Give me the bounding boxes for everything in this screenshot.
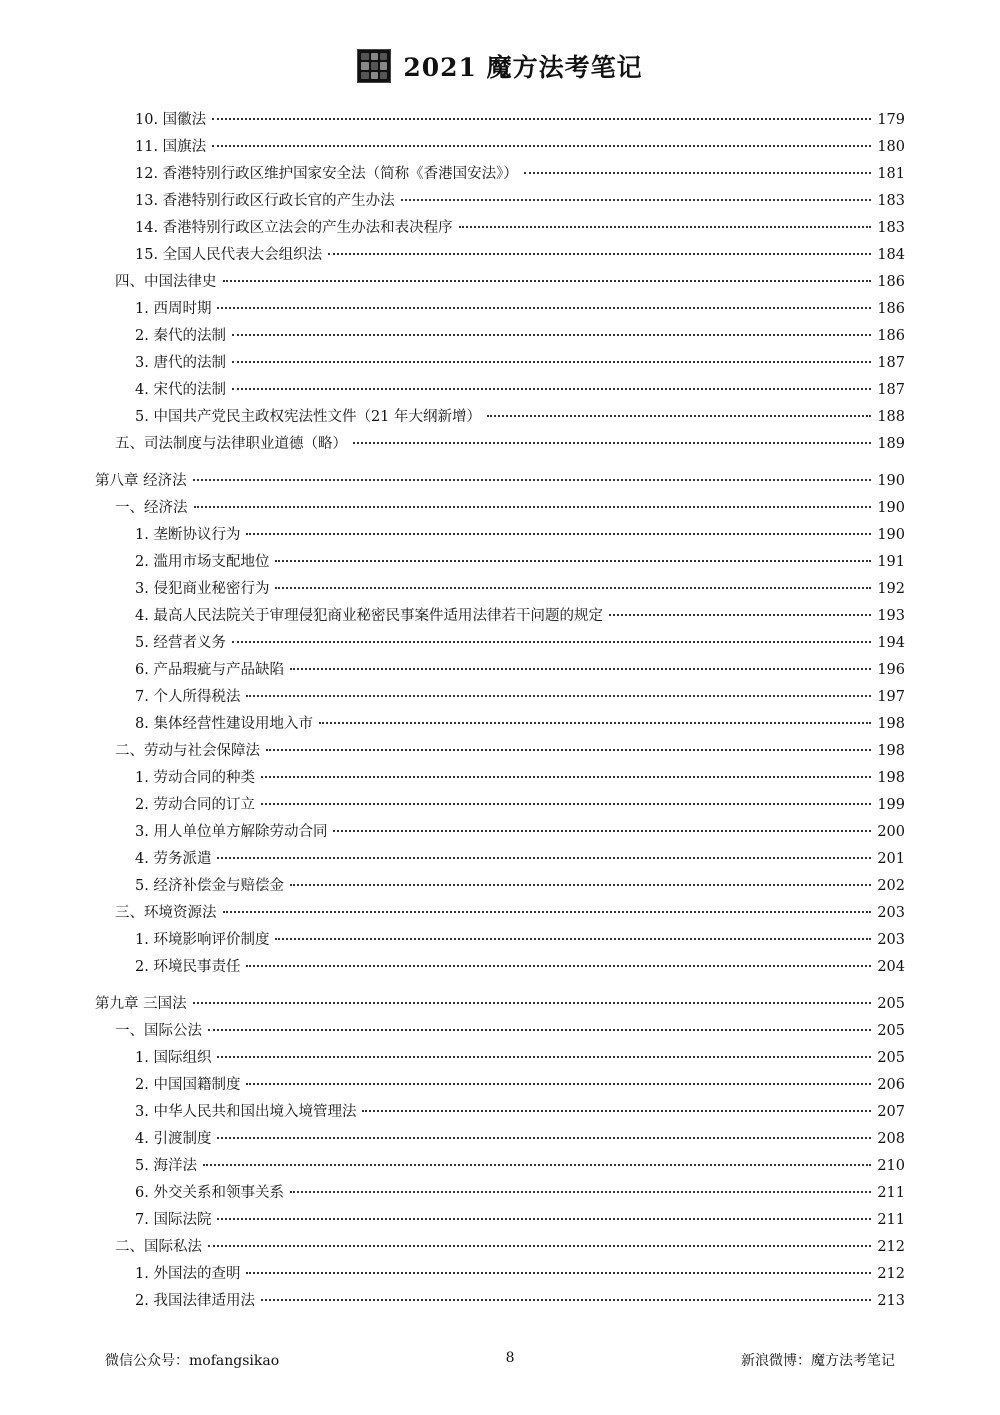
toc-entry[interactable] [95, 819, 905, 846]
toc-entry[interactable] [95, 161, 905, 188]
toc-entry-page: 196 [877, 662, 905, 678]
toc-leader-dots [246, 695, 871, 697]
toc-leader-dots [319, 722, 871, 724]
toc-entry[interactable] [95, 134, 905, 161]
toc-entry[interactable] [95, 738, 905, 765]
toc-leader-dots [524, 172, 871, 174]
toc-entry-label: 第八章 经济法 [95, 473, 187, 489]
toc-entry[interactable] [95, 1180, 905, 1207]
toc-entry-page: 186 [877, 301, 905, 317]
toc-leader-dots [246, 533, 871, 535]
toc-entry-page: 187 [877, 382, 905, 398]
toc-entry[interactable] [95, 1234, 905, 1261]
toc-entry-page: 186 [877, 328, 905, 344]
toc-entry-label: 13. 香港特别行政区行政长官的产生办法 [135, 193, 395, 209]
toc-leader-dots [609, 614, 871, 616]
toc-entry-page: 187 [877, 355, 905, 371]
toc-entry-page: 180 [877, 139, 905, 155]
toc-entry[interactable] [95, 1153, 905, 1180]
toc-entry-label: 7. 国际法院 [135, 1212, 212, 1228]
toc-entry-page: 203 [877, 905, 905, 921]
toc-entry[interactable] [95, 900, 905, 927]
toc-entry-page: 204 [877, 959, 905, 975]
toc-leader-dots [203, 1164, 871, 1166]
toc-leader-dots [212, 145, 871, 147]
toc-leader-dots [212, 118, 871, 120]
toc-entry[interactable] [95, 431, 905, 458]
toc-entry-label: 3. 用人单位单方解除劳动合同 [135, 824, 328, 840]
toc-leader-dots [290, 1191, 871, 1193]
toc-entry[interactable] [95, 1261, 905, 1288]
toc-entry[interactable] [95, 549, 905, 576]
toc-entry-page: 207 [877, 1104, 905, 1120]
toc-leader-dots [353, 442, 871, 444]
toc-leader-dots [217, 1137, 871, 1139]
toc-entry-page: 213 [877, 1293, 905, 1309]
toc-entry-page: 212 [877, 1239, 905, 1255]
toc-entry[interactable] [95, 188, 905, 215]
toc-leader-dots [194, 506, 872, 508]
toc-entry[interactable] [95, 927, 905, 954]
toc-entry-label: 3. 唐代的法制 [135, 355, 226, 371]
toc-leader-dots [487, 415, 871, 417]
toc-leader-dots [193, 1002, 871, 1004]
toc-leader-dots [261, 1299, 871, 1301]
toc-entry-label: 2. 劳动合同的订立 [135, 797, 255, 813]
footer-weibo: 新浪微博：魔方法考笔记 [741, 1353, 895, 1369]
toc-entry-label: 第九章 三国法 [95, 996, 187, 1012]
toc-leader-dots [275, 587, 871, 589]
toc-entry-page: 203 [877, 932, 905, 948]
toc-entry-page: 190 [877, 473, 905, 489]
toc-entry-label: 1. 西周时期 [135, 301, 212, 317]
toc-entry[interactable] [95, 1018, 905, 1045]
toc-entry-label: 12. 香港特别行政区维护国家安全法（简称《香港国安法》） [135, 166, 518, 182]
toc-entry[interactable] [95, 269, 905, 296]
toc-entry-label: 4. 引渡制度 [135, 1131, 212, 1147]
footer-wechat: 微信公众号：mofangsikao [105, 1353, 280, 1369]
toc-entry-label: 2. 秦代的法制 [135, 328, 226, 344]
toc-entry-label: 4. 最高人民法院关于审理侵犯商业秘密民事案件适用法律若干问题的规定 [135, 608, 603, 624]
toc-leader-dots [208, 1029, 871, 1031]
toc-entry[interactable] [95, 468, 905, 495]
toc-leader-dots [232, 388, 871, 390]
toc-leader-dots [217, 1056, 871, 1058]
toc-entry[interactable] [95, 242, 905, 269]
toc-leader-dots [217, 1218, 871, 1220]
toc-entry[interactable] [95, 404, 905, 431]
toc-entry[interactable] [95, 296, 905, 323]
page-header [0, 46, 1000, 86]
toc-entry[interactable] [95, 711, 905, 738]
toc-entry-label: 5. 海洋法 [135, 1158, 197, 1174]
toc-entry[interactable] [95, 576, 905, 603]
toc-leader-dots [208, 1245, 871, 1247]
toc-entry-page: 179 [877, 112, 905, 128]
toc-entry[interactable] [95, 765, 905, 792]
toc-entry[interactable] [95, 522, 905, 549]
toc-entry-page: 183 [877, 193, 905, 209]
toc-entry-label: 3. 侵犯商业秘密行为 [135, 581, 270, 597]
toc-entry-page: 199 [877, 797, 905, 813]
toc-entry[interactable] [95, 684, 905, 711]
toc-entry-page: 201 [877, 851, 905, 867]
toc-leader-dots [333, 830, 871, 832]
toc-entry-label: 5. 中国共产党民主政权宪法性文件（21 年大纲新增） [135, 409, 482, 425]
toc-leader-dots [246, 965, 871, 967]
toc-entry[interactable] [95, 1072, 905, 1099]
toc-entry-label: 1. 环境影响评价制度 [135, 932, 270, 948]
toc-entry-label: 四、中国法律史 [115, 274, 217, 290]
toc-entry-label: 2. 我国法律适用法 [135, 1293, 255, 1309]
toc-entry[interactable] [95, 991, 905, 1018]
toc-entry[interactable] [95, 657, 905, 684]
page-footer [105, 1350, 895, 1370]
toc-entry-page: 192 [877, 581, 905, 597]
toc-entry-page: 197 [877, 689, 905, 705]
toc-entry[interactable] [95, 215, 905, 242]
toc-entry-label: 5. 经营者义务 [135, 635, 226, 651]
toc-entry-label: 二、国际私法 [115, 1239, 202, 1255]
toc-leader-dots [459, 226, 871, 228]
toc-leader-dots [275, 560, 871, 562]
toc-entry-label: 11. 国旗法 [135, 139, 207, 155]
toc-entry-label: 一、国际公法 [115, 1023, 202, 1039]
toc-entry-page: 208 [877, 1131, 905, 1147]
toc-entry[interactable] [95, 107, 905, 134]
toc-entry-page: 202 [877, 878, 905, 894]
toc-entry-label: 二、劳动与社会保障法 [115, 743, 260, 759]
toc-entry-label: 2. 环境民事责任 [135, 959, 241, 975]
toc-entry-label: 五、司法制度与法律职业道德（略） [115, 436, 347, 452]
toc-leader-dots [246, 1083, 871, 1085]
toc-leader-dots [261, 776, 871, 778]
toc-leader-dots [223, 911, 872, 913]
rubiks-cube-icon [357, 49, 391, 83]
toc-leader-dots [275, 938, 871, 940]
toc-entry-label: 一、经济法 [115, 500, 188, 516]
toc-entry[interactable] [95, 1288, 905, 1315]
toc-entry-page: 211 [877, 1185, 905, 1201]
toc-entry[interactable] [95, 792, 905, 819]
toc-entry-label: 8. 集体经营性建设用地入市 [135, 716, 313, 732]
toc-entry-page: 198 [877, 743, 905, 759]
toc-entry-page: 205 [877, 1050, 905, 1066]
toc-entry[interactable] [95, 846, 905, 873]
toc-leader-dots [232, 361, 871, 363]
toc-entry-page: 191 [877, 554, 905, 570]
toc-entry-page: 205 [877, 1023, 905, 1039]
toc-leader-dots [193, 479, 871, 481]
document-title: 2021 魔方法考笔记 [403, 53, 643, 82]
toc-entry-page: 184 [877, 247, 905, 263]
toc-entry-page: 190 [877, 500, 905, 516]
toc-leader-dots [217, 307, 871, 309]
toc-entry-label: 2. 中国国籍制度 [135, 1077, 241, 1093]
toc-entry-label: 6. 产品瑕疵与产品缺陷 [135, 662, 284, 678]
toc-entry-label: 1. 国际组织 [135, 1050, 212, 1066]
toc-entry-label: 7. 个人所得税法 [135, 689, 241, 705]
toc-entry-label: 15. 全国人民代表大会组织法 [135, 247, 323, 263]
toc-entry-page: 183 [877, 220, 905, 236]
toc-leader-dots [362, 1110, 871, 1112]
toc-entry-page: 194 [877, 635, 905, 651]
toc-leader-dots [290, 668, 871, 670]
toc-leader-dots [232, 334, 871, 336]
toc-entry[interactable] [95, 1099, 905, 1126]
toc-entry-label: 2. 滥用市场支配地位 [135, 554, 270, 570]
toc-entry-page: 211 [877, 1212, 905, 1228]
toc-entry-page: 198 [877, 770, 905, 786]
toc-leader-dots [223, 280, 872, 282]
toc-entry-label: 14. 香港特别行政区立法会的产生办法和表决程序 [135, 220, 453, 236]
toc-entry-label: 1. 外国法的查明 [135, 1266, 241, 1282]
toc-entry-page: 189 [877, 436, 905, 452]
toc-entry-page: 186 [877, 274, 905, 290]
toc-entry[interactable] [95, 1045, 905, 1072]
toc-entry[interactable] [95, 873, 905, 900]
toc-entry-page: 210 [877, 1158, 905, 1174]
toc-entry[interactable] [95, 1207, 905, 1234]
toc-leader-dots [261, 803, 871, 805]
toc-entry-page: 198 [877, 716, 905, 732]
toc-entry-label: 4. 劳务派遣 [135, 851, 212, 867]
toc-entry-page: 193 [877, 608, 905, 624]
toc-entry-page: 200 [877, 824, 905, 840]
toc-entry-page: 181 [877, 166, 905, 182]
toc-entry-page: 188 [877, 409, 905, 425]
toc-entry-label: 三、环境资源法 [115, 905, 217, 921]
toc-entry[interactable] [95, 377, 905, 404]
toc-entry-label: 4. 宋代的法制 [135, 382, 226, 398]
toc-leader-dots [217, 857, 871, 859]
toc-leader-dots [232, 641, 871, 643]
toc-entry-page: 205 [877, 996, 905, 1012]
toc-entry-page: 206 [877, 1077, 905, 1093]
toc-entry-page: 212 [877, 1266, 905, 1282]
toc-entry-page: 190 [877, 527, 905, 543]
table-of-contents [95, 107, 905, 1315]
toc-leader-dots [246, 1272, 871, 1274]
toc-entry-label: 1. 劳动合同的种类 [135, 770, 255, 786]
toc-entry[interactable] [95, 495, 905, 522]
toc-entry[interactable] [95, 1126, 905, 1153]
toc-leader-dots [266, 749, 871, 751]
toc-entry-label: 5. 经济补偿金与赔偿金 [135, 878, 284, 894]
toc-entry[interactable] [95, 603, 905, 630]
toc-entry[interactable] [95, 954, 905, 981]
toc-leader-dots [290, 884, 871, 886]
toc-entry-label: 6. 外交关系和领事关系 [135, 1185, 284, 1201]
footer-page-number: 8 [505, 1350, 515, 1366]
toc-leader-dots [401, 199, 871, 201]
toc-entry-label: 10. 国徽法 [135, 112, 207, 128]
toc-entry[interactable] [95, 630, 905, 657]
toc-entry-label: 1. 垄断协议行为 [135, 527, 241, 543]
toc-entry[interactable] [95, 323, 905, 350]
toc-leader-dots [328, 253, 871, 255]
toc-entry-label: 3. 中华人民共和国出境入境管理法 [135, 1104, 357, 1120]
toc-entry[interactable] [95, 350, 905, 377]
